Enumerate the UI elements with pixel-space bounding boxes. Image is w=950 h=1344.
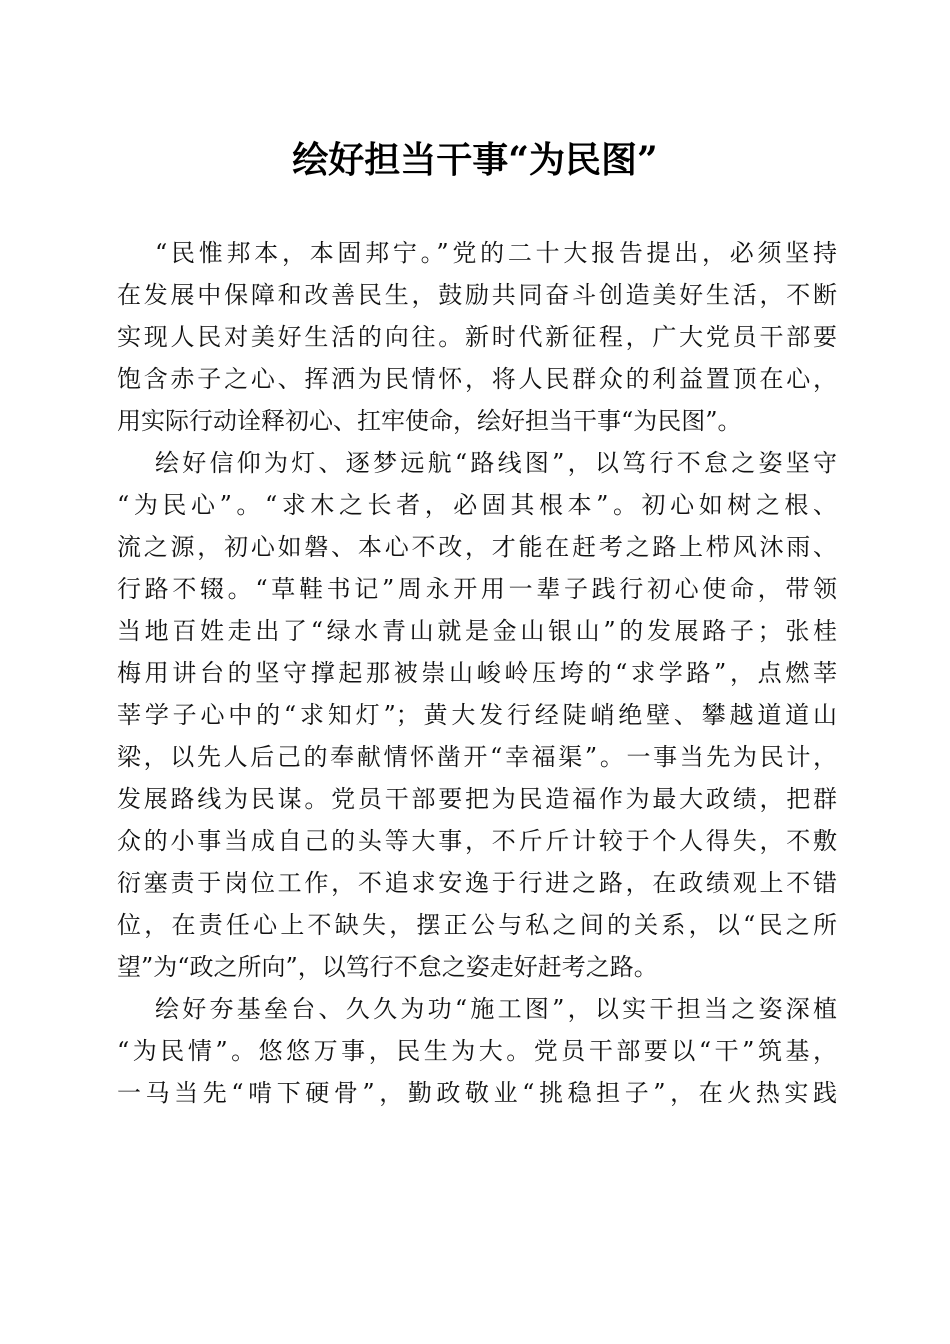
text-line: 流之源，初心如磐、本心不改，才能在赶考之路上栉风沐雨、 [117, 533, 837, 561]
text-line: “为民心”。“求木之长者，必固其根本”。初心如树之根、 [117, 491, 837, 519]
text-line: “为民情”。悠悠万事，民生为大。党员干部要以“干”筑基， [117, 1037, 837, 1065]
text-line: 梅用讲台的坚守撑起那被崇山峻岭压垮的“求学路”，点燃莘 [117, 659, 837, 687]
text-line: 望”为“政之所向”，以笃行不怠之姿走好赶考之路。 [117, 953, 658, 981]
text-line: 梁，以先人后己的奉献情怀凿开“幸福渠”。一事当先为民计， [117, 743, 837, 771]
text-line: 绘好夯基垒台、久久为功“施工图”，以实干担当之姿深植 [155, 995, 837, 1023]
text-line: 饱含赤子之心、挥洒为民情怀，将人民群众的利益置顶在心， [117, 365, 837, 393]
text-line: 衍塞责于岗位工作，不追求安逸于行进之路，在政绩观上不错 [117, 869, 837, 897]
text-line: 位，在责任心上不缺失，摆正公与私之间的关系，以“民之所 [117, 911, 837, 939]
text-line: 行路不辍。“草鞋书记”周永开用一辈子践行初心使命，带领 [117, 575, 837, 603]
text-line: 用实际行动诠释初心、扛牢使命，绘好担当干事“为民图”。 [117, 407, 742, 435]
text-line: 在发展中保障和改善民生，鼓励共同奋斗创造美好生活，不断 [117, 281, 837, 309]
document-body [117, 232, 837, 1114]
text-line: 众的小事当成自己的头等大事，不斤斤计较于个人得失，不敷 [117, 827, 837, 855]
text-line: “民惟邦本，本固邦宁。”党的二十大报告提出，必须坚持 [155, 239, 837, 267]
text-line: 绘好信仰为灯、逐梦远航“路线图”，以笃行不怠之姿坚守 [155, 449, 837, 477]
text-line: 莘学子心中的“求知灯”；黄大发行经陡峭绝壁、攀越道道山 [117, 701, 837, 729]
text-line: 发展路线为民谋。党员干部要把为民造福作为最大政绩，把群 [117, 785, 837, 813]
text-line: 当地百姓走出了“绿水青山就是金山银山”的发展路子；张桂 [117, 617, 837, 645]
text-line: 实现人民对美好生活的向往。新时代新征程，广大党员干部要 [117, 323, 837, 351]
document-title: 绘好担当干事“为民图” [292, 139, 658, 181]
text-line: 一马当先“啃下硬骨”，勤政敬业“挑稳担子”，在火热实践 [117, 1079, 837, 1107]
